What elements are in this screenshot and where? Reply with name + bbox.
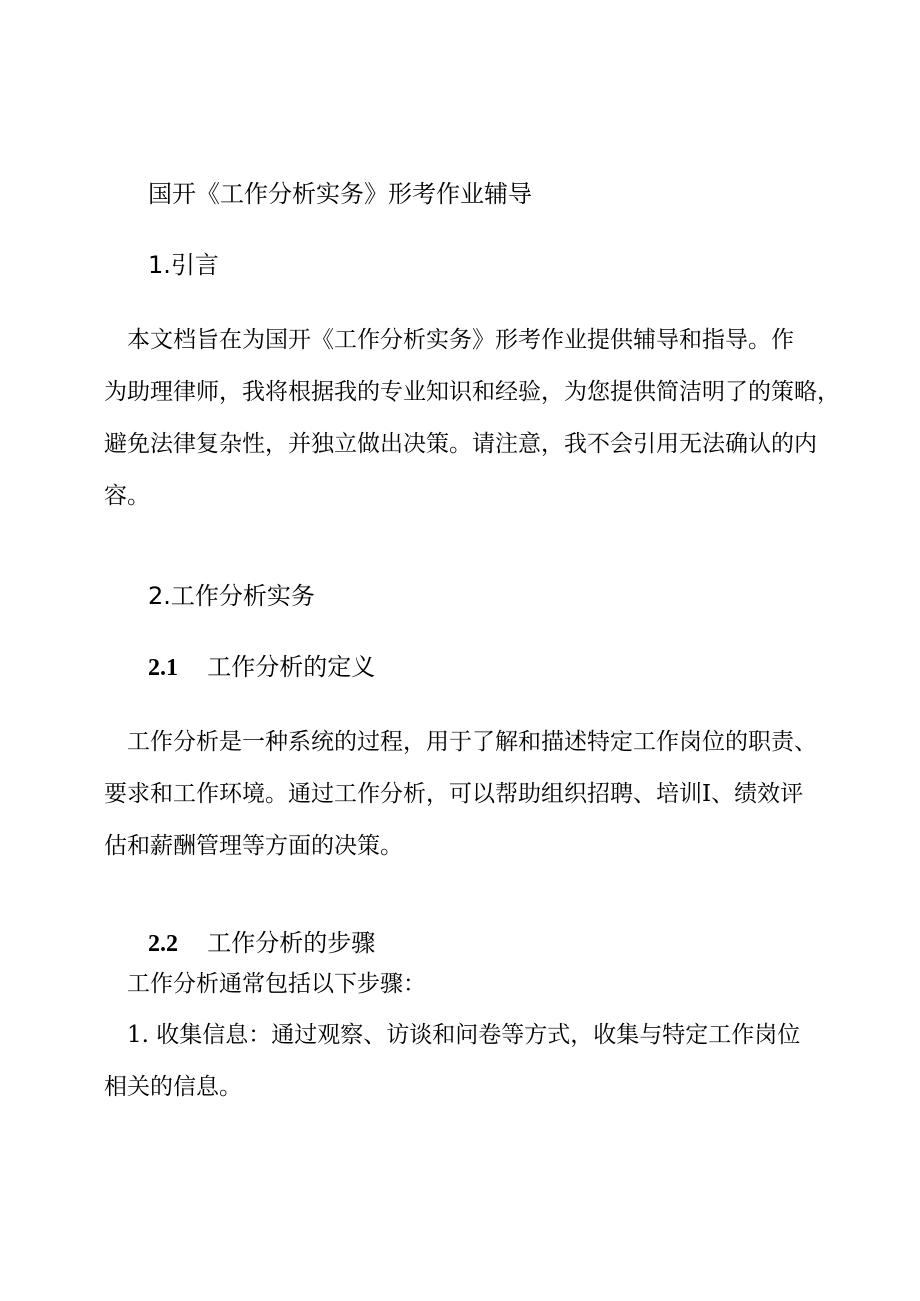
paragraph-line: 容。 xyxy=(104,483,150,509)
paragraph-line: 工作分析通常包括以下步骤： xyxy=(104,971,426,997)
subsection-2-2-intro xyxy=(104,958,824,1010)
subsection-number: 2.2 xyxy=(148,931,178,957)
paragraph-line: 为助理律师，我将根据我的专业知识和经验，为您提供简洁明了的策略， xyxy=(104,379,840,405)
subsection-title: 工作分析的定义 xyxy=(207,653,376,681)
paragraph-line: 工作分析是一种系统的过程，用于了解和描述特定工作岗位的职责、 xyxy=(104,729,817,755)
paragraph-line: 1. 收集信息：通过观察、访谈和问卷等方式，收集与特定工作岗位 xyxy=(104,1022,801,1048)
subsection-2-1-heading xyxy=(148,647,375,682)
subsection-2-1-paragraph xyxy=(104,716,824,872)
paragraph-line: 避免法律复杂性，并独立做出决策。请注意，我不会引用无法确认的内 xyxy=(104,431,817,457)
subsection-2-2-heading xyxy=(148,923,375,958)
paragraph-line: 估和薪酬管理等方面的决策。 xyxy=(104,833,403,859)
section-2-heading: 2.工作分析实务 xyxy=(148,582,315,610)
paragraph-line: 相关的信息。 xyxy=(104,1074,242,1100)
section-1-heading: 1.引言 xyxy=(148,251,219,279)
paragraph-line: 本文档旨在为国开《工作分析实务》形考作业提供辅导和指导。作 xyxy=(104,327,794,353)
document-title: 国开《工作分析实务》形考作业辅导 xyxy=(148,180,532,208)
section-1-paragraph xyxy=(104,314,840,522)
paragraph-line: 要求和工作环境。通过工作分析，可以帮助组织招聘、培训I、绩效评 xyxy=(104,781,804,807)
step-1-item xyxy=(104,1009,824,1113)
subsection-title: 工作分析的步骤 xyxy=(207,929,376,957)
subsection-number: 2.1 xyxy=(148,655,178,681)
